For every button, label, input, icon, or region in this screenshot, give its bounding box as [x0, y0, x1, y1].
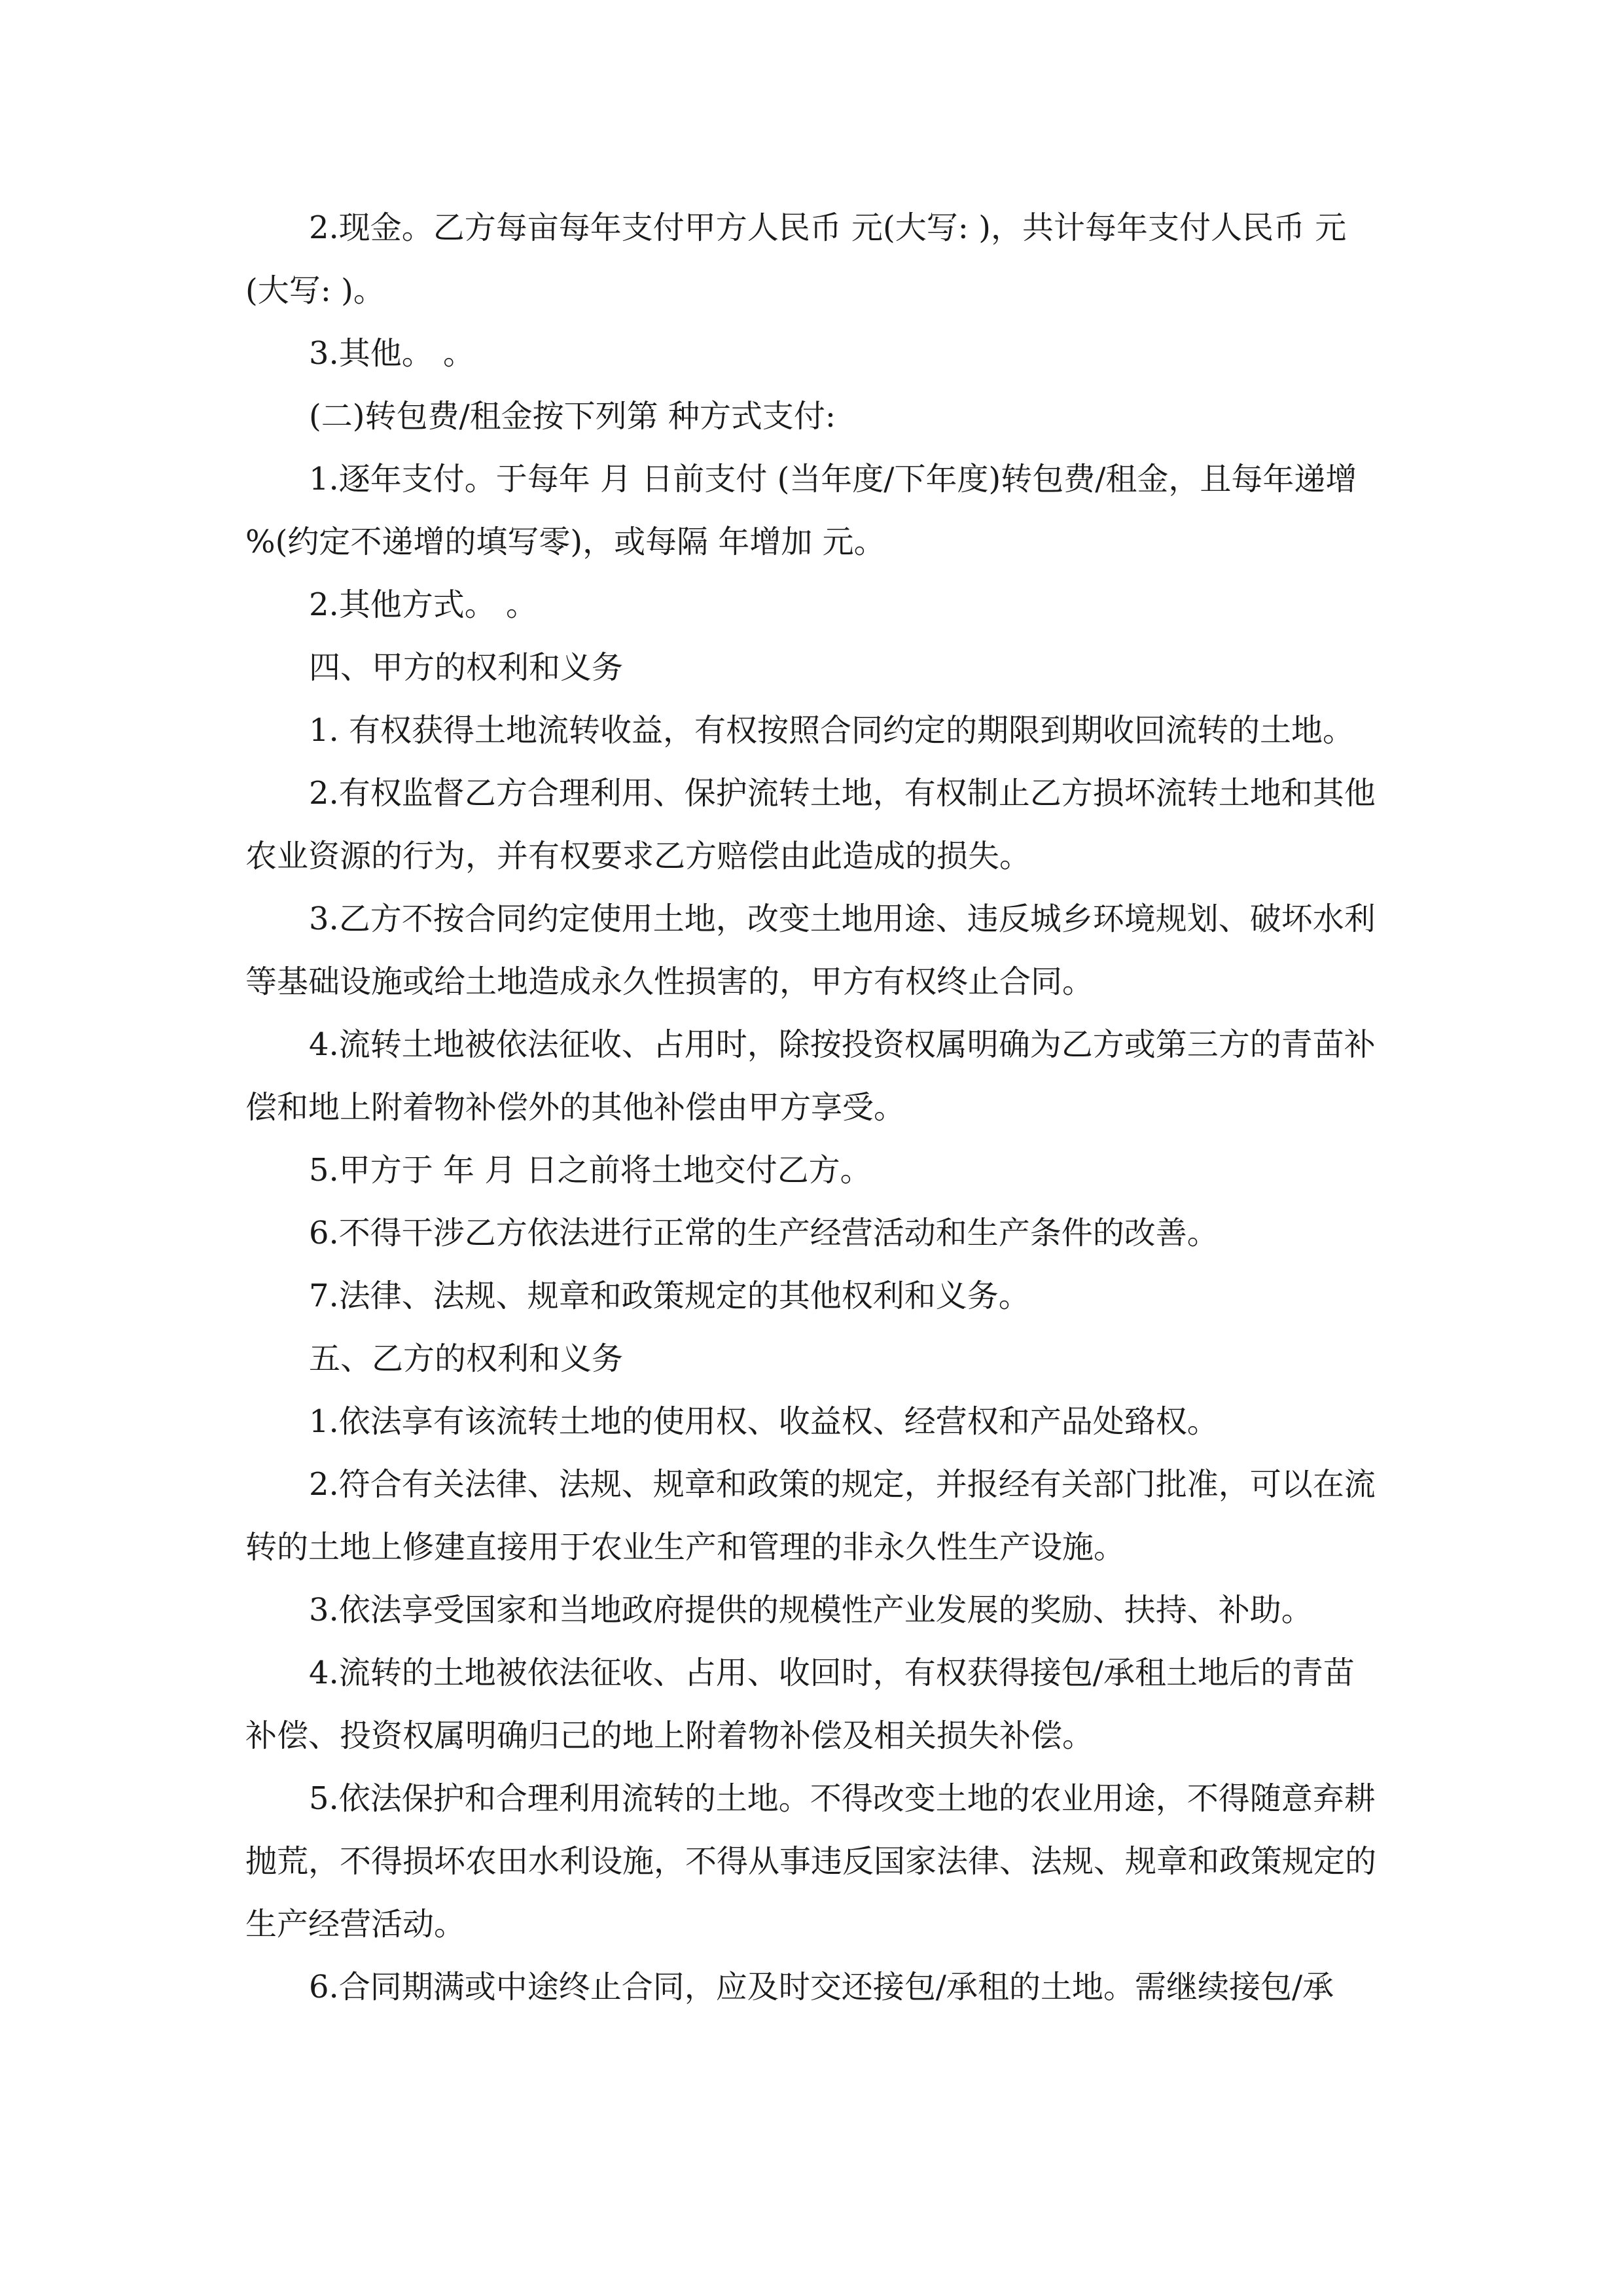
party-b-item-2: 2.符合有关法律、法规、规章和政策的规定，并报经有关部门批准，可以在流转的土地上修建直接用于农业生产和管理的非永久性生产设施。: [245, 1466, 1376, 1566]
paragraph-payment-method-heading: (二)转包费/租金按下列第 种方式支付:: [309, 398, 836, 435]
party-a-item-7: 7.法律、法规、规章和政策规定的其他权利和义务。: [309, 1278, 1030, 1314]
party-a-item-6: 6.不得干涉乙方依法进行正常的生产经营活动和生产条件的改善。: [309, 1215, 1219, 1251]
party-a-item-2: 2.有权监督乙方合理利用、保护流转土地，有权制止乙方损坏流转土地和其他农业资源的行为，并有权要求乙方赔偿由此造成的损失。: [245, 775, 1376, 874]
party-b-item-4: 4.流转的土地被依法征收、占用、收回时，有权获得接包/承租土地后的青苗补偿、投资权属明确归己的地上附着物补偿及相关损失补偿。: [245, 1655, 1355, 1754]
party-a-item-5: 5.甲方于 年 月 日之前将土地交付乙方。: [309, 1152, 872, 1189]
section-heading-party-b: 五、乙方的权利和义务: [309, 1340, 624, 1377]
party-b-item-1: 1.依法享有该流转土地的使用权、收益权、经营权和产品处臵权。: [309, 1403, 1219, 1440]
document-body: [245, 196, 1384, 2018]
party-b-item-6: 6.合同期满或中途终止合同，应及时交还接包/承租的土地。需继续接包/承: [309, 1969, 1334, 2005]
party-a-item-1: 1. 有权获得土地流转收益，有权按照合同约定的期限到期收回流转的土地。: [309, 712, 1355, 749]
section-heading-party-a: 四、甲方的权利和义务: [309, 649, 624, 686]
party-b-item-5: 5.依法保护和合理利用流转的土地。不得改变土地的农业用途，不得随意弃耕抛荒，不得损坏农田水利设施，不得从事违反国家法律、法规、规章和政策规定的生产经营活动。: [245, 1780, 1377, 1943]
paragraph-annual-payment: 1.逐年支付。于每年 月 日前支付 (当年度/下年度)转包费/租金，且每年递增 %(约定不递增的填写零)，或每隔 年增加 元。: [245, 461, 1357, 560]
party-a-item-3: 3.乙方不按合同约定使用土地，改变土地用途、违反城乡环境规划、破坏水利等基础设施或给土地造成永久性损害的，甲方有权终止合同。: [245, 901, 1376, 1000]
party-a-item-4: 4.流转土地被依法征收、占用时，除按投资权属明确为乙方或第三方的青苗补偿和地上附着物补偿外的其他补偿由甲方享受。: [245, 1026, 1376, 1126]
paragraph-other-payment: 3.其他。 。: [309, 335, 475, 372]
paragraph-other-method: 2.其他方式。 。: [309, 586, 538, 623]
paragraph-cash-payment: 2.现金。乙方每亩每年支付甲方人民币 元(大写: )，共计每年支付人民币 元(大写: )。: [245, 209, 1347, 309]
party-b-item-3: 3.依法享受国家和当地政府提供的规模性产业发展的奖励、扶持、补助。: [309, 1592, 1313, 1628]
